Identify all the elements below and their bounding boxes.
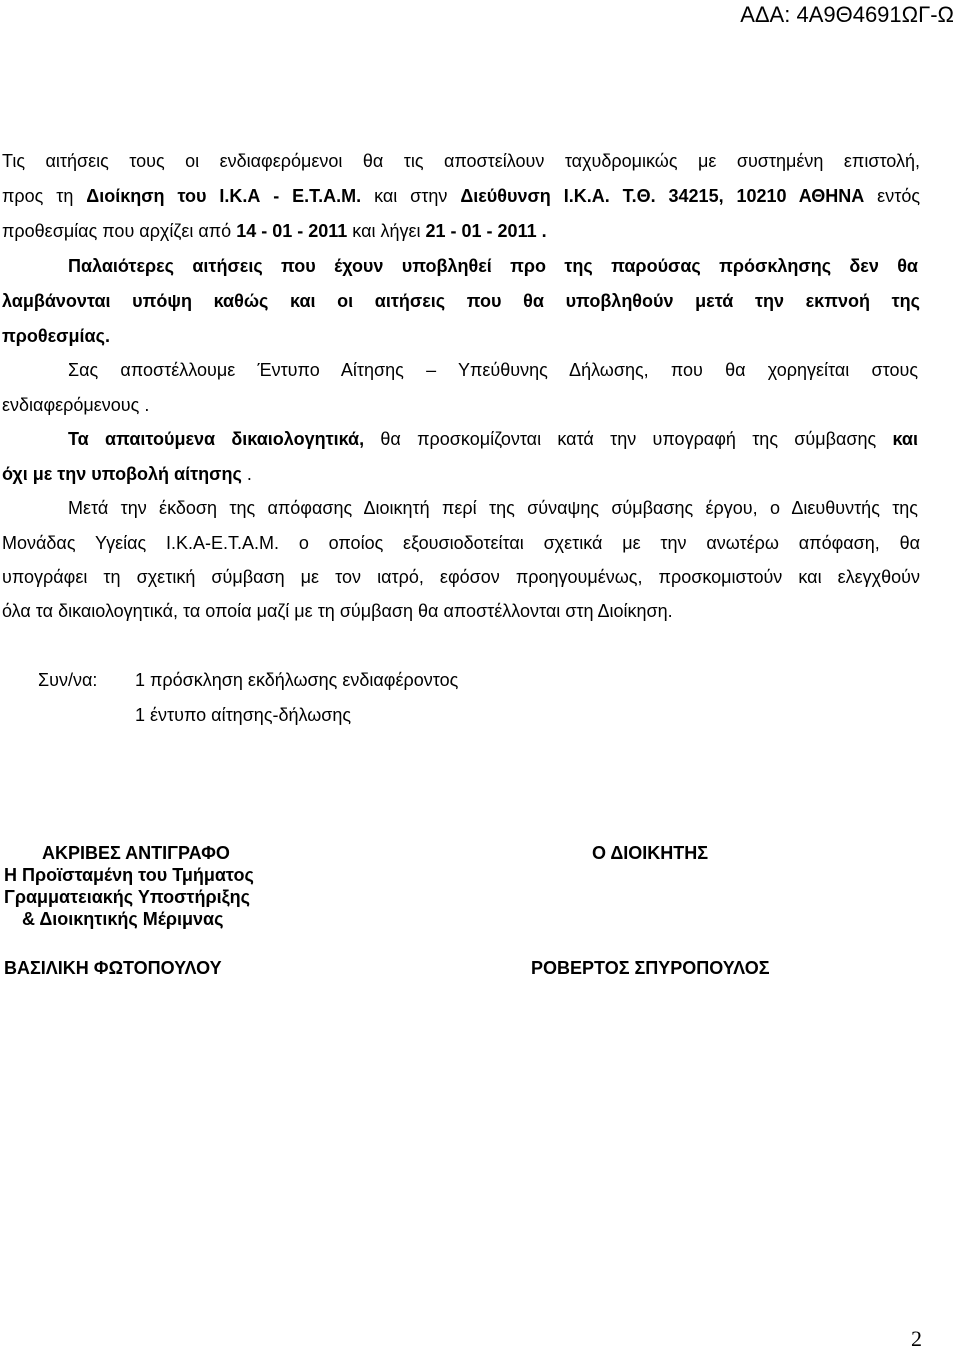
attachments-label: Συν/να: xyxy=(38,670,98,690)
certified-copy-label: ΑΚΡΙΒΕΣ ΑΝΤΙΓΡΑΦΟ xyxy=(42,843,230,863)
signatory-name-left: ΒΑΣΙΛΙΚΗ ΦΩΤΟΠΟΥΛΟΥ xyxy=(4,958,222,978)
paragraph-2-line-2: λαμβάνονται υπόψη καθώς και οι αιτήσεις που θα υποβληθούν μετά την εκπνοή της xyxy=(2,291,920,311)
paragraph-5-line-2: Μονάδας Υγείας Ι.Κ.Α-Ε.Τ.Α.Μ. ο οποίος εξουσιοδοτείται σχετικά με την ανωτέρω απόφαση, θα xyxy=(2,533,920,553)
signatory-role-line: Η Προϊσταμένη του Τμήματος xyxy=(4,865,254,885)
text-segment: προς τη xyxy=(2,186,87,206)
governor-title: Ο ΔΙΟΙΚΗΤΗΣ xyxy=(592,843,709,863)
attachment-item: 1 πρόσκληση εκδήλωσης ενδιαφέροντος xyxy=(135,670,459,690)
paragraph-3-line-1: Σας αποστέλλουμε Έντυπο Αίτησης – Υπεύθυνης Δήλωσης, που θα χορηγείται στους xyxy=(68,360,918,380)
paragraph-2-line-3: προθεσμίας. xyxy=(2,326,110,346)
paragraph-1-line-2 xyxy=(2,185,920,207)
text-segment: όχι με την υποβολή αίτησης xyxy=(2,464,242,484)
directorate-address: Διεύθυνση Ι.Κ.Α. Τ.Θ. 34215, 10210 ΑΘΗΝΑ xyxy=(460,186,865,206)
signatory-role-line: Γραμματειακής Υποστήριξης xyxy=(4,887,250,907)
start-date: 14 - 01 - 2011 xyxy=(236,221,348,241)
required-documents: Τα απαιτούμενα δικαιολογητικά, xyxy=(68,429,365,449)
paragraph-2-line-1: Παλαιότερες αιτήσεις που έχουν υποβληθεί προ της παρούσας πρόσκλησης δεν θα xyxy=(68,256,918,276)
page-number: 2 xyxy=(911,1326,922,1351)
paragraph-5-line-3: υπογράφει τη σχετική σύμβαση με τον ιατρό, εφόσον προηγουμένως, προσκομιστούν και ελεγχθούν xyxy=(2,567,920,587)
paragraph-1-line-3 xyxy=(2,220,920,242)
text-segment: προθεσμίας που αρχίζει από xyxy=(2,221,237,241)
paragraph-5-line-4: όλα τα δικαιολογητικά, τα οποία μαζί με τη σύμβαση θα αποστέλλονται στη Διοίκηση. xyxy=(2,601,673,621)
text-segment: και xyxy=(892,429,918,449)
paragraph-4-line-1 xyxy=(68,428,918,450)
end-date: 21 - 01 - 2011 xyxy=(425,221,537,241)
paragraph-4-line-2 xyxy=(2,463,920,485)
text-segment: εντός xyxy=(864,186,921,206)
text-segment: . xyxy=(536,221,547,241)
paragraph-3-line-2: ενδιαφερόμενους . xyxy=(2,395,150,415)
text-segment: και λήγει xyxy=(347,221,426,241)
text-segment: θα προσκομίζονται κατά την υπογραφή της σύμβασης xyxy=(364,429,893,449)
attachment-item: 1 έντυπο αίτησης-δήλωσης xyxy=(135,705,352,725)
signatory-role-line: & Διοικητικής Μέριμνας xyxy=(22,909,224,929)
ada-code: ΑΔΑ: 4Α9Θ4691ΩΓ-Ω xyxy=(740,2,954,27)
paragraph-1-line-1: Τις αιτήσεις τους οι ενδιαφερόμενοι θα τις αποστείλουν ταχυδρομικώς με συστημένη επιστολή, xyxy=(2,151,920,171)
text-segment: . xyxy=(241,464,252,484)
paragraph-5-line-1: Μετά την έκδοση της απόφασης Διοικητή περί της σύναψης σύμβασης έργου, ο Διευθυντής της xyxy=(68,498,918,518)
admin-address: Διοίκηση του Ι.Κ.Α - Ε.Τ.Α.Μ. xyxy=(86,186,362,206)
text-segment: και στην xyxy=(361,186,461,206)
signatory-name-right: ΡΟΒΕΡΤΟΣ ΣΠΥΡΟΠΟΥΛΟΣ xyxy=(531,958,770,978)
